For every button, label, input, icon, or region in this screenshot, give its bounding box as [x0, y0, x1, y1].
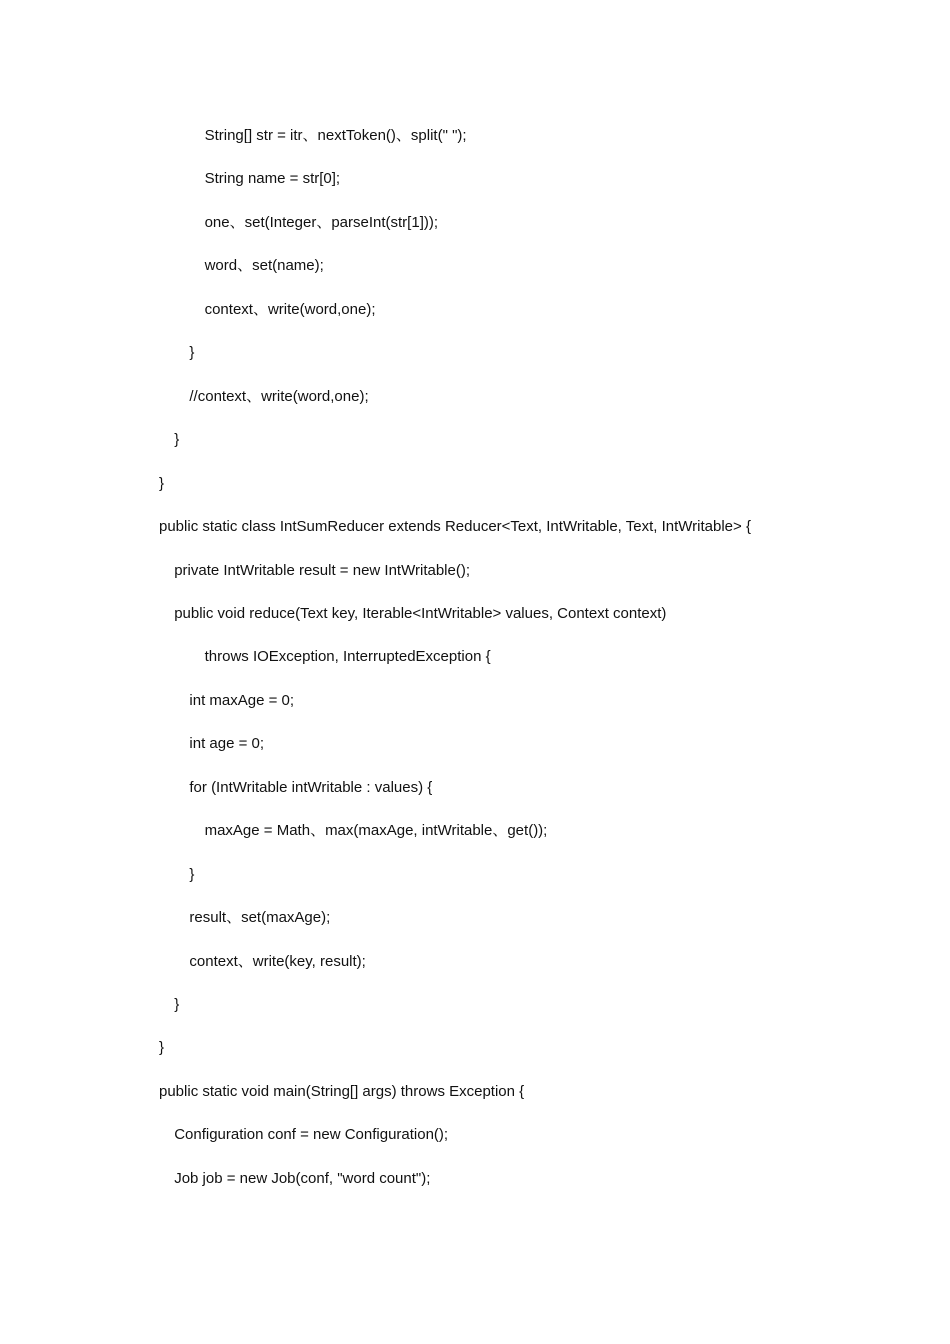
code-line: } [174, 996, 180, 1013]
code-line: } [189, 344, 195, 361]
code-line: maxAge = Math、max(maxAge, intWritable、get()); [204, 822, 548, 839]
code-line: context、write(key, result); [189, 953, 366, 970]
code-line: int age = 0; [189, 735, 265, 752]
code-line: } [159, 475, 165, 492]
code-line: public static class IntSumReducer extends Reducer<Text, IntWritable, Text, IntWritable> { [159, 518, 751, 535]
code-line: int maxAge = 0; [189, 692, 295, 709]
code-line: public void reduce(Text key, Iterable<IntWritable> values, Context context) [174, 605, 667, 622]
code-line: } [159, 1039, 165, 1056]
code-line: String name = str[0]; [204, 170, 341, 187]
code-line: //context、write(word,one); [189, 388, 369, 405]
code-line: Configuration conf = new Configuration(); [174, 1126, 449, 1143]
code-line: for (IntWritable intWritable : values) { [189, 779, 433, 796]
code-line: word、set(name); [204, 257, 324, 274]
code-line: throws IOException, InterruptedException { [204, 648, 491, 665]
code-line: context、write(word,one); [204, 301, 376, 318]
code-line: String[] str = itr、nextToken()、split(" "); [204, 127, 467, 144]
code-line: one、set(Integer、parseInt(str[1])); [204, 214, 439, 231]
code-line: public static void main(String[] args) throws Exception { [159, 1083, 525, 1100]
code-line: result、set(maxAge); [189, 909, 331, 926]
code-line: private IntWritable result = new IntWritable(); [174, 562, 470, 579]
code-line: Job job = new Job(conf, "word count"); [174, 1170, 431, 1187]
code-line: } [174, 431, 180, 448]
code-line: } [189, 866, 195, 883]
